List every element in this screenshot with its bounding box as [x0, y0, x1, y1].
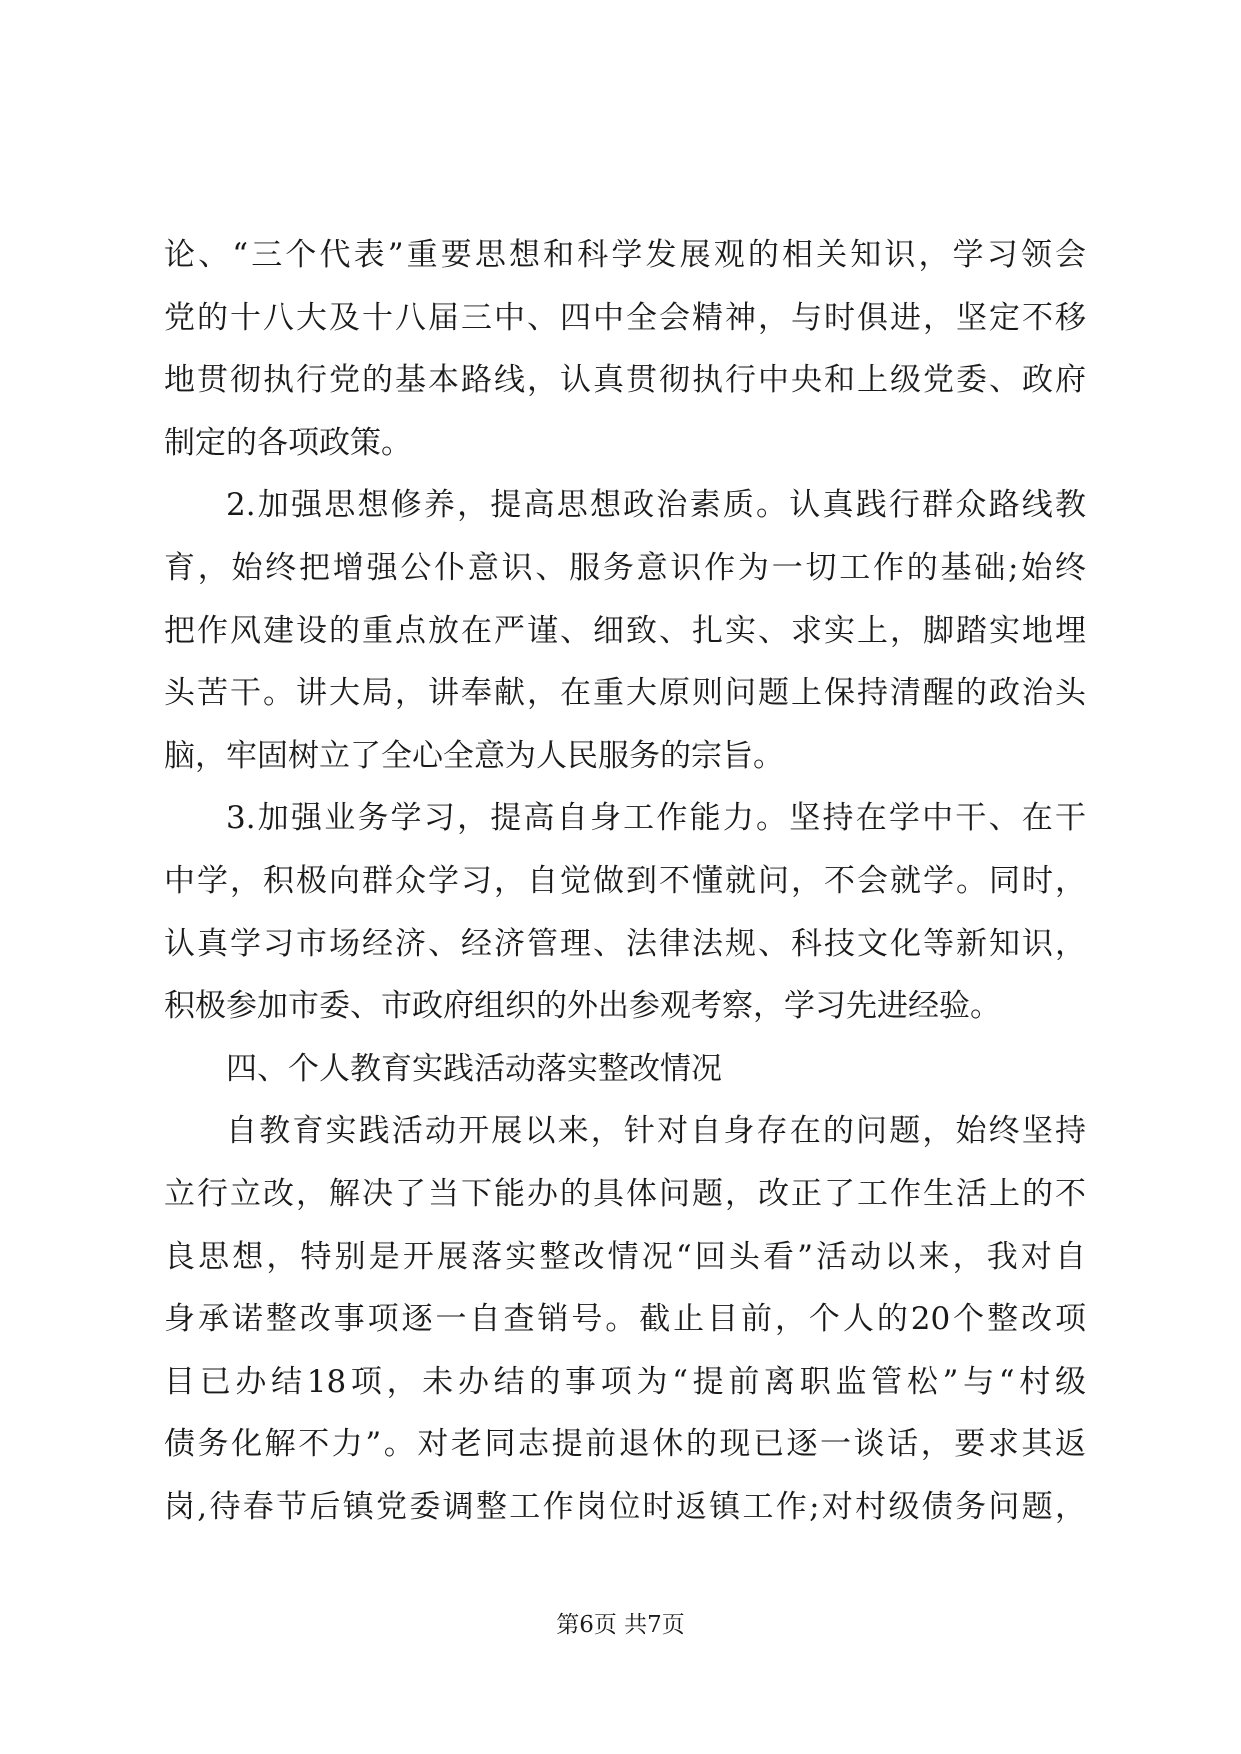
text-line: 中学，积极向群众学习，自觉做到不懂就问，不会就学。同时，: [164, 862, 1086, 899]
text-line: 论、“三个代表”重要思想和科学发展观的相关知识，学习领会: [164, 237, 1086, 273]
text-line: 育，始终把增强公仆意识、服务意识作为一切工作的基础;始终: [164, 549, 1086, 586]
text-line: 自教育实践活动开展以来，针对自身存在的问题，始终坚持: [226, 1113, 1086, 1150]
text-line: 认真学习市场经济、经济管理、法律法规、科技文化等新知识，: [164, 925, 1086, 962]
text-line: 岗,待春节后镇党委调整工作岗位时返镇工作;对村级债务问题，: [164, 1488, 1086, 1525]
text-line: 四、个人教育实践活动落实整改情况: [226, 1050, 722, 1087]
text-line: 脑，牢固树立了全心全意为人民服务的宗旨。: [164, 737, 784, 774]
text-line: 制定的各项政策。: [164, 424, 412, 461]
text-line: 3.加强业务学习，提高自身工作能力。坚持在学中干、在干: [226, 800, 1086, 837]
page-footer: 第6页 共7页: [556, 1612, 685, 1638]
text-line: 身承诺整改事项逐一自查销号。截止目前，个人的20个整改项: [164, 1301, 1086, 1338]
text-line: 地贯彻执行党的基本路线，认真贯彻执行中央和上级党委、政府: [164, 362, 1086, 399]
text-line: 头苦干。讲大局，讲奉献，在重大原则问题上保持清醒的政治头: [164, 675, 1086, 712]
text-line: 2.加强思想修养，提高思想政治素质。认真践行群众路线教: [226, 487, 1086, 524]
text-line: 目已办结18项，未办结的事项为“提前离职监管松”与“村级: [164, 1363, 1086, 1400]
text-line: 把作风建设的重点放在严谨、细致、扎实、求实上，脚踏实地埋: [164, 612, 1086, 649]
document-body: [164, 224, 1086, 1538]
text-line: 党的十八大及十八届三中、四中全会精神，与时俱进，坚定不移: [164, 299, 1086, 336]
text-line: 立行立改，解决了当下能办的具体问题，改正了工作生活上的不: [164, 1175, 1086, 1212]
text-line: 积极参加市委、市政府组织的外出参观考察，学习先进经验。: [164, 988, 1001, 1025]
text-line: 良思想，特别是开展落实整改情况“回头看”活动以来，我对自: [164, 1238, 1086, 1275]
text-line: 债务化解不力”。对老同志提前退休的现已逐一谈话，要求其返: [164, 1426, 1086, 1463]
